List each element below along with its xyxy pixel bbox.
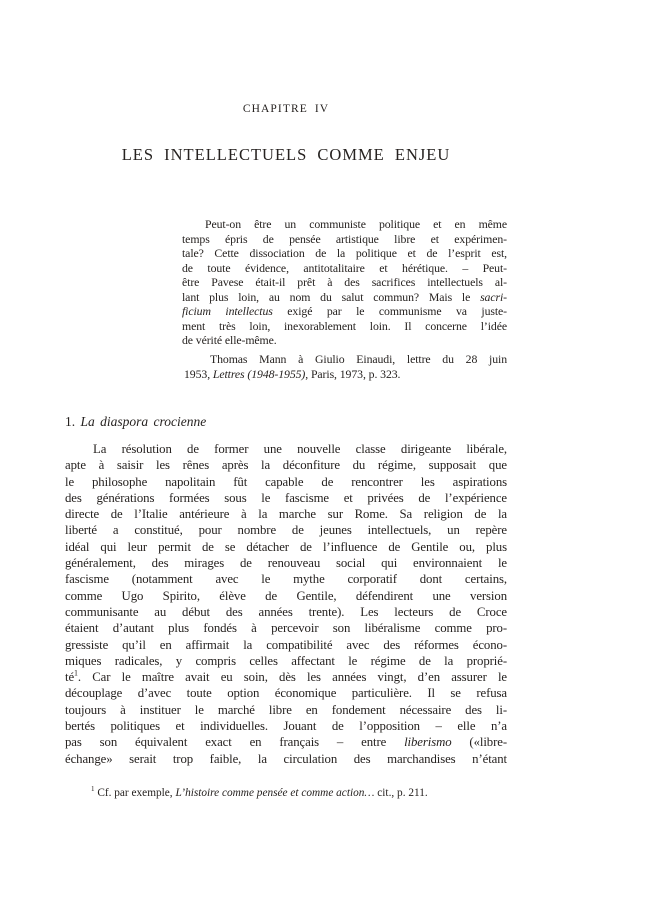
section-title: La diaspora crocienne [80, 414, 207, 429]
epigraph-line: lant plus loin, au nom du salut commun? Mais le sacri- [182, 289, 507, 304]
body-line: découplage d’avec toute option économique particulière. Il se refusa [65, 686, 507, 701]
body-line: gressiste qu’il en affirmait la compatibilité avec des réformes écono- [65, 637, 507, 652]
footnote-work-title: L’histoire comme pensée et comme action… [175, 787, 375, 799]
epigraph [182, 217, 507, 348]
attribution-line: 1953, Lettres (1948-1955), Paris, 1973, p. 323. [184, 367, 401, 381]
body-line: des générations formées sous le fascisme et privées de l’expérience [65, 490, 507, 505]
body-line: miques radicales, y compris celles affectant le régime de la proprié- [65, 653, 507, 668]
epigraph-line: temps épris de pensée artistique libre et expérimen- [182, 231, 507, 246]
body-line: généralement, des mirages de renouveau social qui environnaient le [65, 556, 507, 571]
body-line: La résolution de former une nouvelle classe dirigeante libérale, [93, 442, 507, 456]
body-line: idéal qui leur permit de se détacher de l’influence de Gentile ou, plus [65, 539, 507, 554]
epigraph-attribution [184, 352, 507, 382]
body-line: apte à saisir les rênes après la déconfiture du régime, supposait que [65, 458, 507, 473]
footnote-line: $^1$ Cf. par exemple, L’histoire comme pensée et comme action… cit., p. 211. [91, 786, 428, 799]
chapter-label: CHAPITRE IV [242, 103, 330, 115]
footnote-marker: 1 [91, 786, 95, 794]
epigraph-line: ment très loin, inexorablement loin. Il concerne l’idée [182, 318, 507, 333]
body-line: bertés politiques et individuelles. Jouant de l’opposition – elle n’a [65, 719, 507, 734]
body-paragraph [65, 441, 507, 767]
section-heading [65, 413, 507, 430]
attribution-line: Thomas Mann à Giulio Einaudi, lettre du 28 juin [210, 352, 507, 366]
body-line: échange» serait trop faible, la circulation des marchandises n’étant [65, 751, 507, 766]
epigraph-line: être Pavese était-il prêt à des sacrifices intellectuels al- [182, 275, 507, 289]
body-line: pas son équivalent exact en français – entre liberismo («libre- [65, 735, 507, 750]
body-line: comme Ugo Spirito, élève de Gentile, défendirent une version [65, 588, 507, 603]
body-line: té$^1$. Car le maître avait eu soin, dès les années vingt, d’en assurer le [65, 669, 507, 685]
body-line: directe de l’Italie antérieure à la marche sur Rome. Sa religion de la [65, 507, 507, 522]
epigraph-line: tale? Cette dissociation de la politique et de l’esprit est, [182, 246, 507, 260]
footnote-ref: 1 [74, 669, 78, 678]
body-line: le philosophe napolitain fût capable de rencontrer les aspirations [65, 474, 507, 489]
body-line: communisante au début des années trente). Les lecteurs de Croce [65, 604, 507, 619]
body-line: étaient d’autant plus fondés à percevoir son libéralisme comme pro- [65, 621, 507, 636]
chapter-title: LES INTELLECTUELS COMME ENJEU [121, 145, 451, 164]
epigraph-line: de toute évidence, antitotalitaire et hérétique. – Peut- [182, 260, 507, 275]
epigraph-line: ficium intellectus exigé par le communisme va juste- [182, 304, 507, 318]
body-line: liberté a constitué, pour nombre de jeunes intellectuels, un repère [65, 523, 507, 538]
footnote [65, 786, 507, 800]
body-line: fascisme (notamment avec le mythe corporatif dont certains, [65, 572, 507, 587]
epigraph-line: Peut-on être un communiste politique et en même [205, 217, 507, 231]
body-line: toujours à instituer le marché libre en fondement nécessaire des li- [65, 702, 507, 717]
section-number: 1. [65, 414, 81, 429]
epigraph-line: de vérité elle-même. [182, 333, 277, 347]
